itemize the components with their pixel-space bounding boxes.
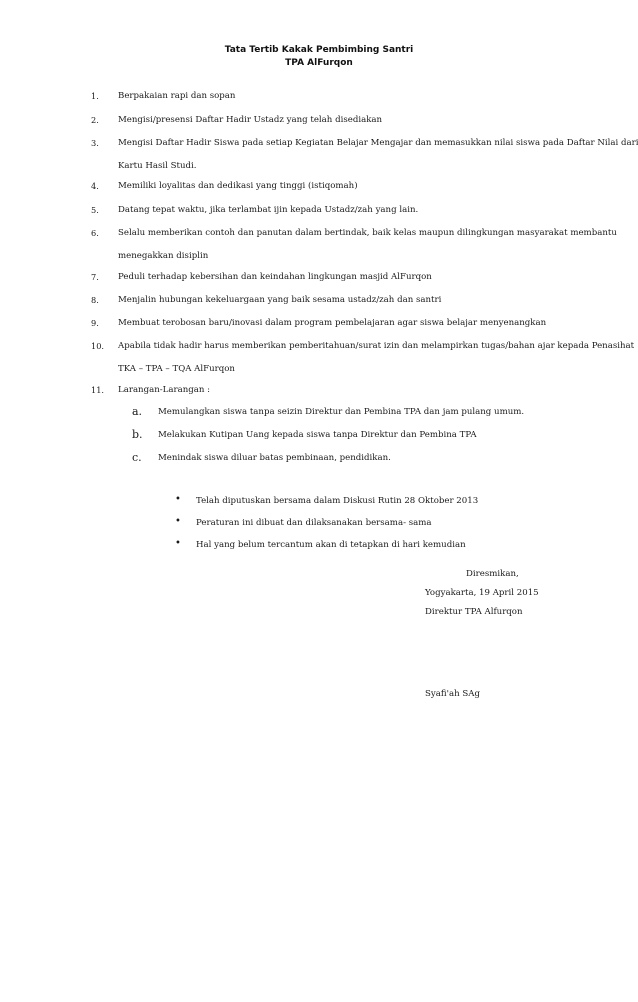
rule-text-line1: Apabila tidak hadir harus memberikan pemberitahuan/surat izin dan melampirkan tugas/bahan ajar kepada Penasihat [118,341,635,351]
rule-text: Peduli terhadap kebersihan dan keindahan lingkungan masjid AlFurqon [118,272,432,282]
note-text: Peraturan ini dibuat dan dilaksanakan bersama- sama [196,518,432,528]
rule-text: Datang tepat waktu, jika terlambat ijin kepada Ustadz/zah yang lain. [118,205,419,215]
rule-number: 11. [91,385,105,395]
bullet-icon: • [175,538,181,549]
rule-text: Berpakaian rapi dan sopan [118,91,236,101]
signer-name: Syafi'ah SAg [425,689,480,699]
prohibition-text: Menindak siswa diluar batas pembinaan, pendidikan. [158,453,391,463]
rule-number: 3. [91,138,99,148]
rule-text: Larangan-Larangan : [118,385,211,395]
prohibition-text: Melakukan Kutipan Uang kepada siswa tanpa Direktur dan Pembina TPA [158,430,477,440]
prohibition-label: a. [132,405,143,418]
note-text: Hal yang belum tercantum akan di tetapkan di hari kemudian [196,540,466,550]
ratified-label: Diresmikan, [466,569,519,579]
rule-text: Memiliki loyalitas dan dedikasi yang tinggi (istiqomah) [118,181,358,191]
prohibition-label: c. [132,451,142,464]
document-subtitle: TPA AlFurqon [285,58,353,68]
bullet-icon: • [175,494,181,505]
rule-text-line1: Mengisi Daftar Hadir Siswa pada setiap Kegiatan Belajar Mengajar dan memasukkan nilai siswa pada Daftar Nilai dari [118,138,638,148]
signer-position: Direktur TPA Alfurqon [425,607,523,617]
rule-number: 9. [91,318,99,328]
rule-text-line2: menegakkan disiplin [118,251,209,261]
rule-number: 5. [91,205,99,215]
rule-number: 10. [91,341,105,351]
rule-number: 1. [91,91,99,101]
rule-text: Membuat terobosan baru/inovasi dalam program pembelajaran agar siswa belajar menyenangkan [118,318,547,328]
rule-text-line2: TKA – TPA – TQA AlFurqon [118,364,235,374]
rule-text-line2: Kartu Hasil Studi. [118,161,197,171]
rule-text: Menjalin hubungan kekeluargaan yang baik sesama ustadz/zah dan santri [118,295,442,305]
rule-number: 8. [91,295,99,305]
rule-number: 4. [91,181,99,191]
place-date: Yogyakarta, 19 April 2015 [425,588,539,598]
bullet-icon: • [175,516,181,527]
prohibition-text: Memulangkan siswa tanpa seizin Direktur dan Pembina TPA dan jam pulang umum. [158,407,525,417]
rule-text-line1: Selalu memberikan contoh dan panutan dalam bertindak, baik kelas maupun dilingkungan masyarakat membantu [118,228,617,238]
rule-text: Mengisi/presensi Daftar Hadir Ustadz yang telah disediakan [118,115,383,125]
prohibition-label: b. [132,428,143,441]
rule-number: 6. [91,228,99,238]
rule-number: 7. [91,272,99,282]
document-title: Tata Tertib Kakak Pembimbing Santri [224,45,414,55]
note-text: Telah diputuskan bersama dalam Diskusi Rutin 28 Oktober 2013 [196,496,479,506]
rule-number: 2. [91,115,99,125]
